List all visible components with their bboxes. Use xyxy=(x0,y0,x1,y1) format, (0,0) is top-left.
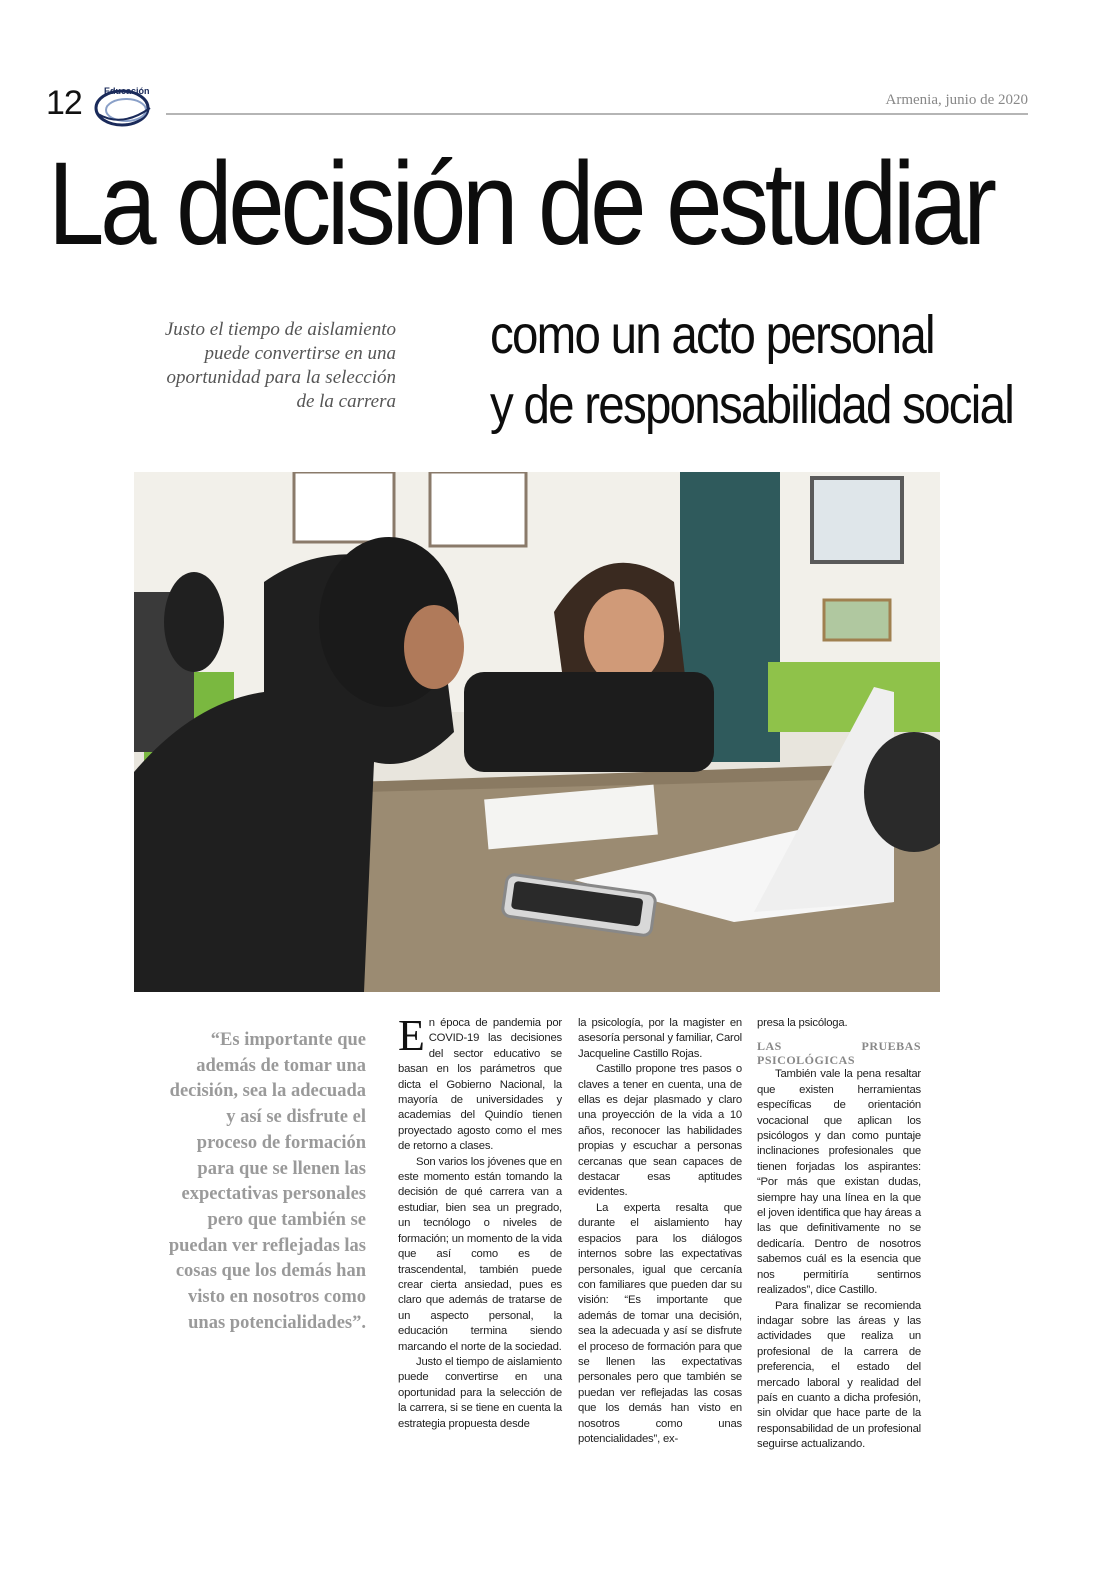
paragraph: También vale la pena resaltar que existen herramientas específicas de orientación vocacional que aplican los psicólogos y dan como puntaje inclinaciones profesionales que tienen forjadas los aspirantes: “Por más que existan dudas, siempre hay una línea en la que el joven identifica que hay áreas a las que definitivamente no se dedicaría. Dentro de nosotros sabemos cuál es la esencia que nos permitiría sentirnos realizados”, dice Castillo. xyxy=(757,1068,921,1297)
pull-quote: “Es importante que además de tomar una decisión, sea la adecuada y así se disfrute el proceso de formación para que se llenen las expectativas personales pero que también se puedan ver reflejadas las cosas que los demás han visto en nosotros como unas potencialidades”. xyxy=(168,1030,366,1333)
headline: La decisión de estudiar xyxy=(48,138,993,270)
publication-logo xyxy=(92,84,156,128)
paragraph: Son varios los jóvenes que en este momento están tomando la decisión de qué carrera van a estudiar, bien sea un pregrado, un tecnólogo o niveles de formación; un momento de la vida que así como es de trascendental, también puede crear cierta ansiedad, pues es claro que además de tratarse de un aspecto personal, la educación termina siendo marcando el norte de la sociedad. xyxy=(398,1155,562,1353)
section-heading: LAS PRUEBAS PSICOLÓGICAS xyxy=(757,1039,921,1068)
article-column-1 xyxy=(398,1011,562,1432)
header-rule xyxy=(166,113,1028,115)
drop-cap: E xyxy=(398,1011,425,1060)
dateline: Armenia, junio de 2020 xyxy=(885,92,1028,108)
subhead-line-1: como un acto personal xyxy=(490,305,934,365)
subhead xyxy=(490,300,1013,440)
students-studying-illustration xyxy=(134,472,940,992)
article-photo xyxy=(134,472,940,992)
article-column-2 xyxy=(578,1016,742,1447)
paragraph xyxy=(398,1011,562,1155)
article-column-3 xyxy=(757,1016,921,1453)
paragraph: la psicología, por la magister en asesoría personal y familiar, Carol Jacqueline Castillo Rojas. xyxy=(578,1017,742,1060)
kicker-text: Justo el tiempo de aislamiento puede convertirse en una oportunidad para la selección de la carrera xyxy=(164,319,396,412)
paragraph: Castillo propone tres pasos o claves a tener en cuenta, una de ellas es dejar plasmado y claro una proyección de la vida a 10 años, reconocer las habilidades propias y escuchar a personas cercanas que sean capaces de destacar esas aptitudes evidentes. xyxy=(578,1063,742,1199)
subhead-line-2: y de responsabilidad social xyxy=(490,375,1014,435)
paragraph: presa la psicóloga. xyxy=(757,1017,848,1029)
paragraph-text: n época de pandemia por COVID-19 las decisiones del sector educativo se basan en los parámetros que dicta el Gobierno Nacional, la mayoría de universidades y academias del Quindío tienen proyectado agosto como el mes de retorno a clases. xyxy=(398,1017,562,1153)
paragraph: Para finalizar se recomienda indagar sobre las áreas y las actividades que realiza un profesional de la carrera de preferencia, el estado del mercado laboral y realidad del país en cuanto a dicha profesión, sin olvidar que hace parte de la responsabilidad de un profesional seguirse actualizando. xyxy=(757,1299,921,1451)
page-number: 12 xyxy=(46,84,82,122)
paragraph: La experta resalta que durante el aislamiento hay espacios para los diálogos internos sobre las expectativas personales, igual que cercanía con familiares que pueden dar su visión: “Es importante que además de tomar una decisión, sea la adecuada y así se disfrute el proceso de formación para que se llenen las expectativas personales pero que también se puedan ver reflejadas las cosas que los demás han visto en nosotros como unas potencialidades”, ex- xyxy=(578,1201,742,1445)
paragraph: Justo el tiempo de aislamiento puede convertirse en una oportunidad para la selección de la carrera, si se tiene en cuenta la estrategia propuesta desde xyxy=(398,1355,562,1430)
logo-text: Educación xyxy=(104,86,150,96)
